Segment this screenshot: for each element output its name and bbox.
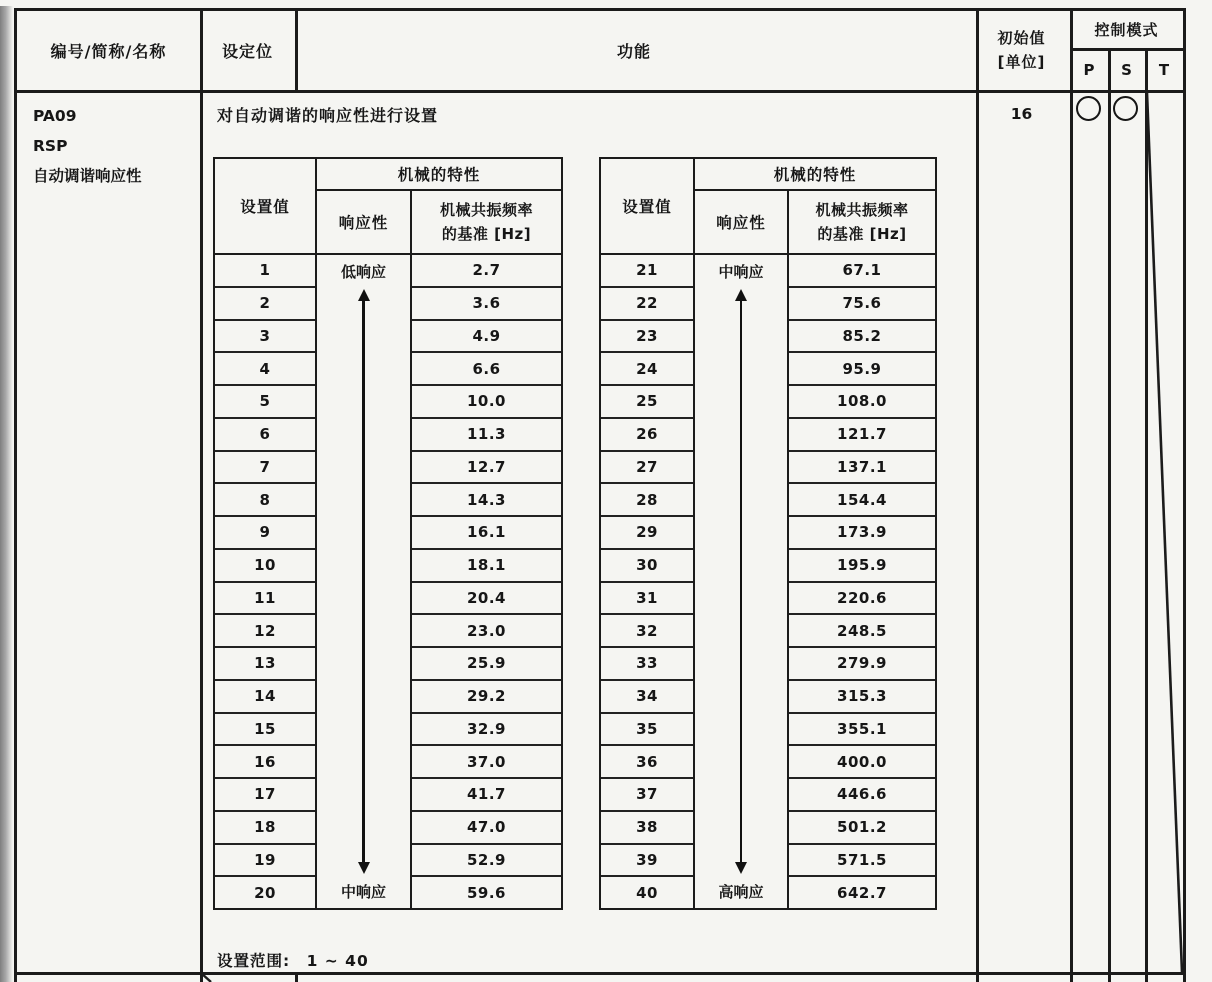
frequency-cell: 85.2 bbox=[789, 321, 935, 354]
header-initial-line2: [单位] bbox=[997, 52, 1046, 71]
arrow-down-icon bbox=[358, 862, 370, 874]
mid-response-label: 中响应 bbox=[340, 883, 386, 901]
setting-value-cell: 23 bbox=[601, 321, 693, 354]
header-mode-p: P bbox=[1083, 61, 1095, 79]
resonance-header-line2: 的基准 [Hz] bbox=[441, 224, 532, 243]
responsiveness-scale bbox=[695, 255, 787, 908]
resonance-frequency-header bbox=[412, 191, 561, 256]
frequency-cell: 25.9 bbox=[412, 648, 561, 681]
header-mode-t: T bbox=[1158, 61, 1170, 79]
mid-response-label: 中响应 bbox=[718, 263, 764, 281]
setting-value-column bbox=[601, 159, 695, 908]
setting-value-cell: 18 bbox=[215, 812, 315, 845]
setting-value-cell: 3 bbox=[215, 321, 315, 354]
setting-value-cell: 12 bbox=[215, 615, 315, 648]
mode-p-enabled-circle-icon bbox=[1076, 96, 1101, 121]
frequency-cell: 41.7 bbox=[412, 779, 561, 812]
setting-value-cell: 16 bbox=[215, 746, 315, 779]
frequency-cell: 20.4 bbox=[412, 583, 561, 616]
frequency-cell: 279.9 bbox=[789, 648, 935, 681]
col-line-p-s bbox=[1108, 48, 1111, 982]
frequency-cell: 37.0 bbox=[412, 746, 561, 779]
frequency-cell: 29.2 bbox=[412, 681, 561, 714]
setting-range-value: 1 ~ 40 bbox=[306, 952, 369, 970]
setting-value-cell: 22 bbox=[601, 288, 693, 321]
setting-value-cell: 15 bbox=[215, 714, 315, 747]
header-mode-s: S bbox=[1121, 61, 1132, 79]
setting-value-header: 设置值 bbox=[215, 159, 315, 255]
setting-value-cell: 32 bbox=[601, 615, 693, 648]
frequency-cell: 248.5 bbox=[789, 615, 935, 648]
frequency-cell: 137.1 bbox=[789, 452, 935, 485]
parameter-number: PA09 bbox=[33, 107, 77, 125]
initial-value: 16 bbox=[1010, 105, 1033, 123]
setting-value-cell: 8 bbox=[215, 484, 315, 517]
responsiveness-arrow bbox=[695, 288, 787, 875]
frequency-cell: 11.3 bbox=[412, 419, 561, 452]
setting-value-cell: 24 bbox=[601, 353, 693, 386]
arrow-up-icon bbox=[358, 289, 370, 301]
header-name-col: 编号/简称/名称 bbox=[50, 42, 167, 61]
setting-value-cell: 6 bbox=[215, 419, 315, 452]
setting-value-cell: 14 bbox=[215, 681, 315, 714]
frequency-cell: 315.3 bbox=[789, 681, 935, 714]
parameter-table bbox=[14, 8, 1186, 982]
setting-value-cell: 26 bbox=[601, 419, 693, 452]
setting-value-cell: 2 bbox=[215, 288, 315, 321]
frequency-cell: 195.9 bbox=[789, 550, 935, 583]
frequency-cell: 16.1 bbox=[412, 517, 561, 550]
setting-value-cell: 19 bbox=[215, 845, 315, 878]
scan-edge-shadow bbox=[0, 6, 13, 982]
resonance-frequency-header bbox=[789, 191, 935, 256]
frequency-cell: 32.9 bbox=[412, 714, 561, 747]
setting-value-cell: 11 bbox=[215, 583, 315, 616]
header-divider bbox=[17, 90, 1183, 93]
setting-value-cell: 13 bbox=[215, 648, 315, 681]
setting-value-cells bbox=[215, 255, 315, 908]
mode-s-enabled-circle-icon bbox=[1113, 96, 1138, 121]
frequency-cell: 121.7 bbox=[789, 419, 935, 452]
setting-value-cell: 29 bbox=[601, 517, 693, 550]
setting-value-cell: 34 bbox=[601, 681, 693, 714]
frequency-cell: 446.6 bbox=[789, 779, 935, 812]
setting-range bbox=[217, 949, 369, 971]
setting-value-cell: 38 bbox=[601, 812, 693, 845]
frequency-cell: 108.0 bbox=[789, 386, 935, 419]
setting-value-cell: 1 bbox=[215, 255, 315, 288]
col-line-function bbox=[976, 11, 979, 982]
frequency-cells bbox=[412, 255, 561, 908]
arrow-line bbox=[740, 301, 742, 862]
header-function-col: 功能 bbox=[616, 42, 651, 61]
row-divider-bottom bbox=[17, 972, 1183, 975]
setting-value-cell: 7 bbox=[215, 452, 315, 485]
setting-value-cell: 35 bbox=[601, 714, 693, 747]
function-description: 对自动调谐的响应性进行设置 bbox=[217, 106, 439, 125]
header-initial-line1: 初始值 bbox=[997, 29, 1046, 48]
frequency-cell: 355.1 bbox=[789, 714, 935, 747]
responsiveness-arrow bbox=[317, 288, 410, 875]
frequency-cell: 14.3 bbox=[412, 484, 561, 517]
frequency-cell: 2.7 bbox=[412, 255, 561, 288]
arrow-down-icon bbox=[735, 862, 747, 874]
col-line-initial bbox=[1070, 11, 1073, 982]
header-control-mode: 控制模式 bbox=[1094, 21, 1159, 39]
resonance-header-line2: 的基准 [Hz] bbox=[817, 224, 907, 243]
setting-value-cell: 5 bbox=[215, 386, 315, 419]
arrow-line bbox=[362, 301, 364, 862]
frequency-cell: 220.6 bbox=[789, 583, 935, 616]
frequency-cell: 6.6 bbox=[412, 353, 561, 386]
setting-value-cell: 4 bbox=[215, 353, 315, 386]
col-line-setting-next-row bbox=[295, 972, 298, 982]
frequency-cell: 642.7 bbox=[837, 883, 887, 902]
frequency-cell: 95.9 bbox=[789, 353, 935, 386]
setting-value-cell: 20 bbox=[254, 883, 276, 902]
response-table-21-40 bbox=[599, 157, 937, 910]
setting-value-cell: 9 bbox=[215, 517, 315, 550]
resonance-frequency-column bbox=[789, 191, 935, 909]
frequency-cell: 59.6 bbox=[466, 883, 506, 902]
header-setting-col: 设定位 bbox=[221, 42, 273, 61]
frequency-cell: 3.6 bbox=[412, 288, 561, 321]
responsiveness-column bbox=[695, 191, 789, 909]
frequency-cell: 154.4 bbox=[789, 484, 935, 517]
frequency-cell: 52.9 bbox=[412, 845, 561, 878]
setting-value-cell: 27 bbox=[601, 452, 693, 485]
frequency-cell: 4.9 bbox=[412, 321, 561, 354]
frequency-cell: 47.0 bbox=[412, 812, 561, 845]
frequency-cell: 67.1 bbox=[789, 255, 935, 288]
frequency-cell: 23.0 bbox=[412, 615, 561, 648]
setting-value-cell: 28 bbox=[601, 484, 693, 517]
setting-value-cell: 21 bbox=[601, 255, 693, 288]
frequency-cells bbox=[789, 255, 935, 908]
low-response-label: 低响应 bbox=[340, 263, 386, 281]
frequency-cell: 501.2 bbox=[789, 812, 935, 845]
setting-value-cell: 10 bbox=[215, 550, 315, 583]
resonance-frequency-column bbox=[412, 191, 561, 909]
responsiveness-scale bbox=[317, 255, 410, 908]
frequency-cell: 75.6 bbox=[789, 288, 935, 321]
setting-value-header: 设置值 bbox=[601, 159, 693, 255]
response-table-1-20 bbox=[213, 157, 563, 910]
parameter-name: 自动调谐响应性 bbox=[33, 167, 142, 185]
frequency-cell: 571.5 bbox=[789, 845, 935, 878]
responsiveness-column bbox=[317, 191, 412, 909]
header-initial-col bbox=[973, 11, 1070, 90]
frequency-cell: 18.1 bbox=[412, 550, 561, 583]
high-response-label: 高响应 bbox=[718, 883, 764, 901]
arrow-up-icon bbox=[735, 289, 747, 301]
setting-value-cells bbox=[601, 255, 693, 908]
setting-value-column bbox=[215, 159, 317, 908]
frequency-cell: 173.9 bbox=[789, 517, 935, 550]
setting-value-cell: 36 bbox=[601, 746, 693, 779]
resonance-header-line1: 机械共振频率 bbox=[439, 200, 533, 219]
setting-value-cell: 30 bbox=[601, 550, 693, 583]
setting-value-cell: 31 bbox=[601, 583, 693, 616]
col-line-name bbox=[200, 11, 203, 982]
setting-value-cell: 37 bbox=[601, 779, 693, 812]
parameter-id-cell bbox=[33, 101, 198, 191]
setting-value-cell: 40 bbox=[636, 883, 658, 902]
setting-range-label: 设置范围: bbox=[217, 952, 291, 970]
responsiveness-header: 响应性 bbox=[695, 191, 787, 256]
parameter-abbr: RSP bbox=[33, 137, 68, 155]
resonance-header-line1: 机械共振频率 bbox=[815, 200, 909, 219]
setting-value-cell: 39 bbox=[601, 845, 693, 878]
frequency-cell: 12.7 bbox=[412, 452, 561, 485]
machine-characteristic-header: 机械的特性 bbox=[317, 159, 561, 191]
frequency-cell: 10.0 bbox=[412, 386, 561, 419]
col-line-s-t bbox=[1145, 48, 1148, 982]
setting-value-cell: 25 bbox=[601, 386, 693, 419]
frequency-cell: 400.0 bbox=[789, 746, 935, 779]
setting-value-cell: 33 bbox=[601, 648, 693, 681]
machine-characteristic-header: 机械的特性 bbox=[695, 159, 935, 191]
responsiveness-header: 响应性 bbox=[317, 191, 410, 256]
setting-value-cell: 17 bbox=[215, 779, 315, 812]
